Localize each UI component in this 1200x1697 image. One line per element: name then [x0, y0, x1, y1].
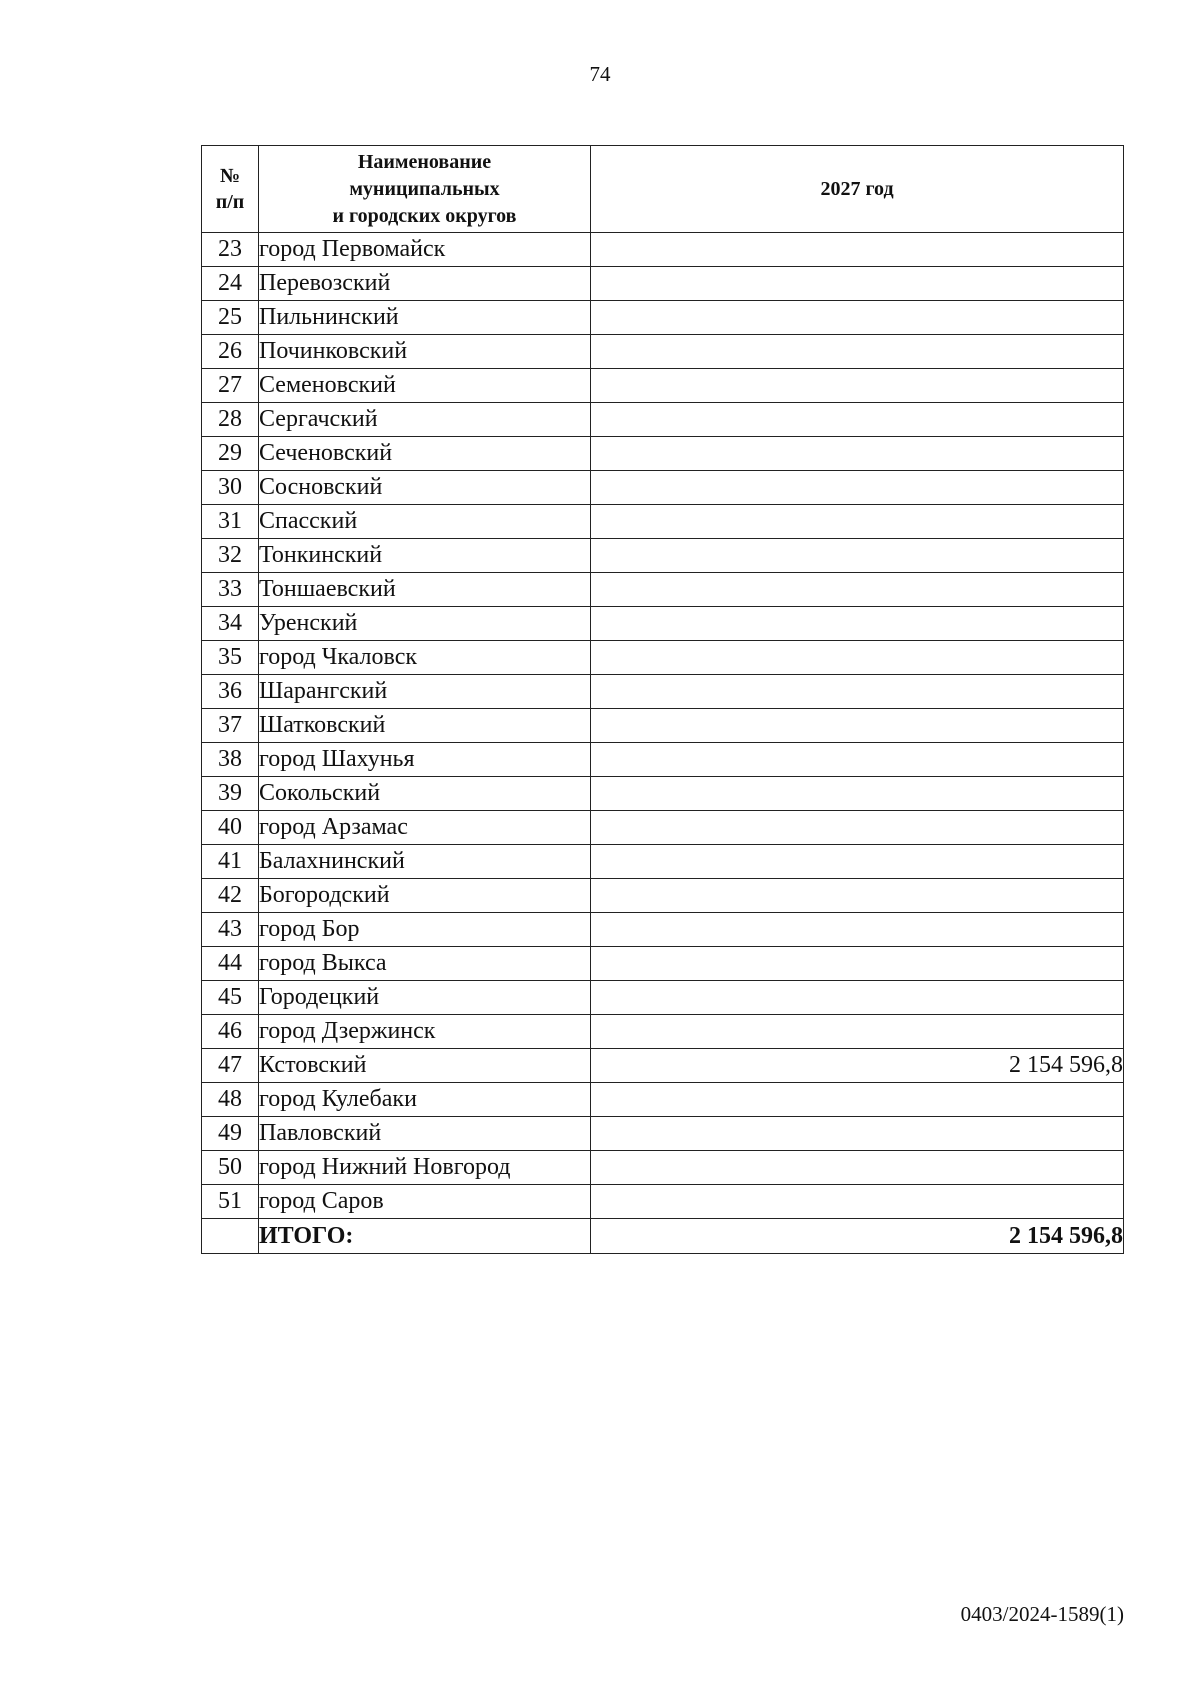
row-name: Спасский	[259, 505, 591, 539]
row-number: 44	[202, 947, 259, 981]
row-number: 32	[202, 539, 259, 573]
table-row	[202, 879, 1124, 913]
row-value	[591, 811, 1124, 845]
header-number-line: п/п	[215, 191, 245, 213]
row-name: город Выкса	[259, 947, 591, 981]
row-value	[591, 1117, 1124, 1151]
row-number: 33	[202, 573, 259, 607]
table-row	[202, 471, 1124, 505]
table-header	[202, 146, 1124, 233]
page-number: 74	[589, 62, 611, 86]
row-name: город Бор	[259, 913, 591, 947]
row-number: 31	[202, 505, 259, 539]
row-name: Шатковский	[259, 709, 591, 743]
row-number: 34	[202, 607, 259, 641]
row-value	[591, 607, 1124, 641]
row-value	[591, 1015, 1124, 1049]
row-value	[591, 913, 1124, 947]
table-row	[202, 1015, 1124, 1049]
total-row	[202, 1219, 1124, 1254]
header-name	[259, 146, 591, 233]
row-number: 48	[202, 1083, 259, 1117]
row-number: 46	[202, 1015, 259, 1049]
row-number: 23	[202, 233, 259, 267]
row-name: Богородский	[259, 879, 591, 913]
row-value	[591, 879, 1124, 913]
table-body	[202, 233, 1124, 1219]
row-name: Уренский	[259, 607, 591, 641]
table-row	[202, 539, 1124, 573]
table-row	[202, 947, 1124, 981]
table-row	[202, 301, 1124, 335]
table-row	[202, 913, 1124, 947]
table-row	[202, 267, 1124, 301]
header-year: 2027 год	[591, 146, 1124, 233]
row-value	[591, 845, 1124, 879]
table-row	[202, 845, 1124, 879]
row-name: город Шахунья	[259, 743, 591, 777]
table-row	[202, 335, 1124, 369]
row-number: 39	[202, 777, 259, 811]
table-row	[202, 505, 1124, 539]
row-name: город Нижний Новгород	[259, 1151, 591, 1185]
row-number: 43	[202, 913, 259, 947]
row-value	[591, 471, 1124, 505]
row-name: Перевозский	[259, 267, 591, 301]
row-name: город Саров	[259, 1185, 591, 1219]
table-row	[202, 573, 1124, 607]
row-value	[591, 403, 1124, 437]
table-row	[202, 1083, 1124, 1117]
row-value: 2 154 596,8	[591, 1049, 1124, 1083]
row-number: 50	[202, 1151, 259, 1185]
row-number: 42	[202, 879, 259, 913]
table-row	[202, 233, 1124, 267]
row-name: город Чкаловск	[259, 641, 591, 675]
row-value	[591, 675, 1124, 709]
row-name: город Дзержинск	[259, 1015, 591, 1049]
table-row	[202, 777, 1124, 811]
row-value	[591, 301, 1124, 335]
row-value	[591, 641, 1124, 675]
row-name: Шарангский	[259, 675, 591, 709]
table-row	[202, 1185, 1124, 1219]
header-name-line: муниципальных	[349, 177, 500, 200]
row-value	[591, 947, 1124, 981]
budget-table	[201, 145, 1124, 1254]
header-name-line: и городских округов	[332, 204, 517, 227]
table-row	[202, 607, 1124, 641]
table-row	[202, 1117, 1124, 1151]
table-row	[202, 641, 1124, 675]
row-name: Семеновский	[259, 369, 591, 403]
row-value	[591, 505, 1124, 539]
row-value	[591, 1151, 1124, 1185]
row-value	[591, 267, 1124, 301]
row-name: Кстовский	[259, 1049, 591, 1083]
table-row	[202, 743, 1124, 777]
row-value	[591, 369, 1124, 403]
row-number: 26	[202, 335, 259, 369]
table-row	[202, 437, 1124, 471]
row-number: 35	[202, 641, 259, 675]
row-number: 45	[202, 981, 259, 1015]
document-code: 0403/2024-1589(1)	[960, 1602, 1124, 1626]
row-number: 36	[202, 675, 259, 709]
row-name: Починковский	[259, 335, 591, 369]
row-number: 41	[202, 845, 259, 879]
row-name: Тонкинский	[259, 539, 591, 573]
row-value	[591, 709, 1124, 743]
row-value	[591, 1083, 1124, 1117]
row-name: Сеченовский	[259, 437, 591, 471]
row-value	[591, 573, 1124, 607]
row-name: город Арзамас	[259, 811, 591, 845]
header-name-line: Наименование	[357, 150, 492, 173]
table-row	[202, 709, 1124, 743]
row-number: 49	[202, 1117, 259, 1151]
table-row	[202, 1049, 1124, 1083]
header-number	[202, 146, 259, 233]
table-row	[202, 1151, 1124, 1185]
row-number: 38	[202, 743, 259, 777]
row-name: Тоншаевский	[259, 573, 591, 607]
row-number: 27	[202, 369, 259, 403]
table-row	[202, 811, 1124, 845]
row-name: Балахнинский	[259, 845, 591, 879]
header-number-line: №	[219, 165, 241, 187]
table-row	[202, 675, 1124, 709]
row-name: Павловский	[259, 1117, 591, 1151]
row-name: Сокольский	[259, 777, 591, 811]
row-name: Сергачский	[259, 403, 591, 437]
row-value	[591, 335, 1124, 369]
row-number: 24	[202, 267, 259, 301]
total-label: ИТОГО:	[259, 1219, 591, 1254]
row-name: город Первомайск	[259, 233, 591, 267]
row-number: 30	[202, 471, 259, 505]
total-number-cell	[202, 1219, 259, 1254]
row-number: 28	[202, 403, 259, 437]
row-number: 51	[202, 1185, 259, 1219]
row-value	[591, 777, 1124, 811]
row-number: 40	[202, 811, 259, 845]
row-name: город Кулебаки	[259, 1083, 591, 1117]
row-value	[591, 981, 1124, 1015]
row-number: 29	[202, 437, 259, 471]
row-value	[591, 539, 1124, 573]
row-value	[591, 233, 1124, 267]
row-value	[591, 1185, 1124, 1219]
table-row	[202, 981, 1124, 1015]
row-number: 25	[202, 301, 259, 335]
row-value	[591, 743, 1124, 777]
row-number: 47	[202, 1049, 259, 1083]
row-name: Городецкий	[259, 981, 591, 1015]
table-row	[202, 369, 1124, 403]
row-value	[591, 437, 1124, 471]
row-name: Пильнинский	[259, 301, 591, 335]
total-value: 2 154 596,8	[591, 1219, 1124, 1254]
row-name: Сосновский	[259, 471, 591, 505]
row-number: 37	[202, 709, 259, 743]
table-row	[202, 403, 1124, 437]
